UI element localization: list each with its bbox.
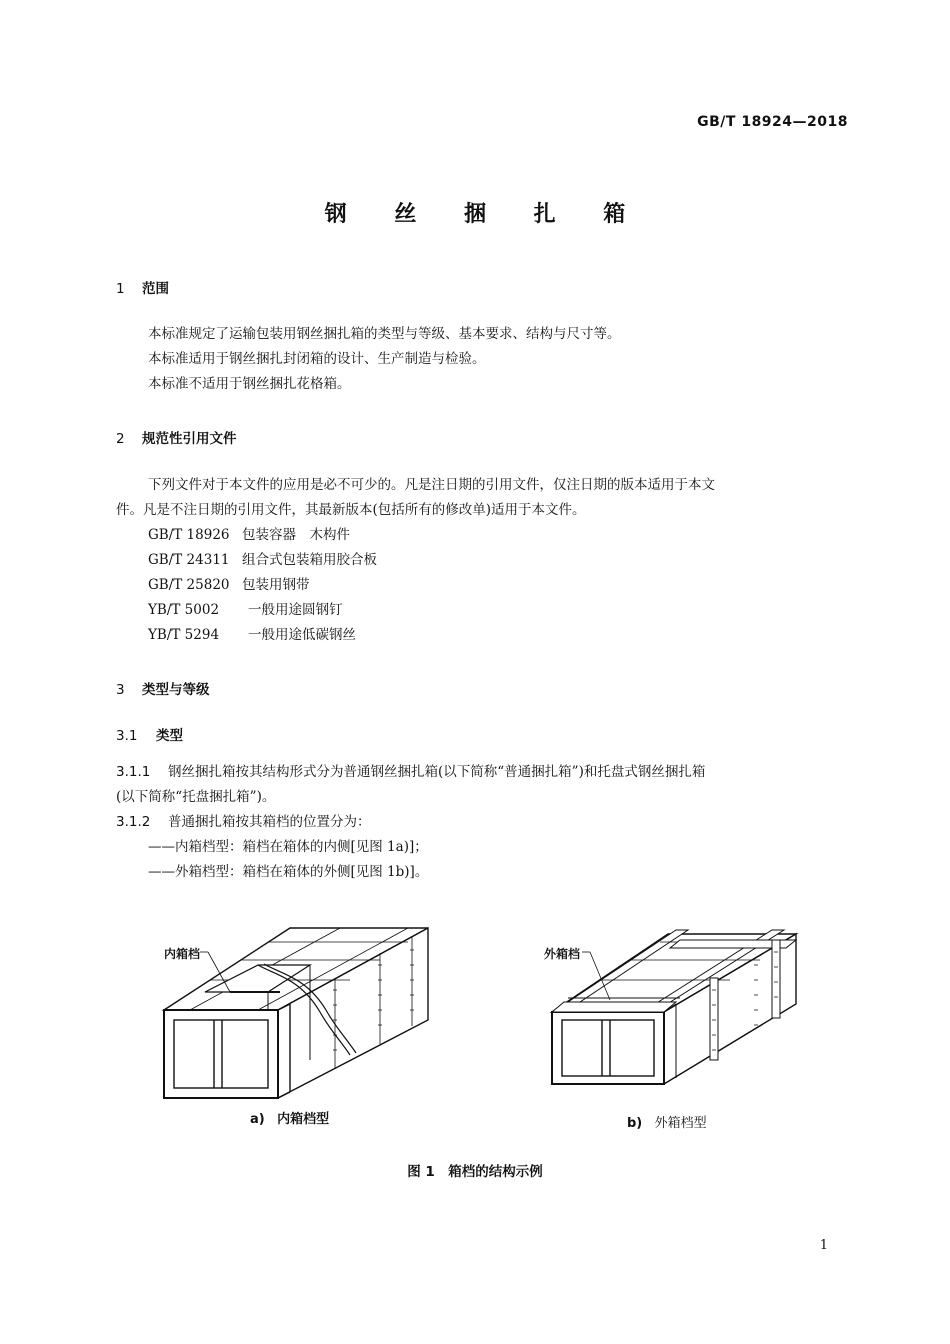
clause-3-1-2-text: 普通捆扎箱按其箱档的位置分为： [168,814,371,830]
reference-item [148,548,377,573]
clause-3-1-1-line-1 [116,760,705,785]
reference-item [148,573,310,598]
standard-code: GB/T 18924—2018 [697,114,848,130]
reference-code: YB/T 5294 [148,627,220,643]
section-3-number: 3 [116,682,125,698]
figure-b-caption [627,1112,707,1131]
clause-3-1-2-item-2: ——外箱档型：箱档在箱体的外侧[见图 1b)]。 [148,864,429,880]
reference-item [148,623,356,648]
subsection-3-1-title: 类型 [156,728,183,744]
figure-a-caption-text: 内箱档型 [277,1112,330,1127]
figure-b-outer-batten-box-drawing [540,920,810,1100]
reference-title: 一般用途低碳钢丝 [248,627,356,643]
section-3-title: 类型与等级 [142,682,210,698]
figure-a-caption-prefix: a) [250,1112,265,1127]
clause-3-1-2-item-1: ——内箱档型：箱档在箱体的内侧[见图 1a)]； [148,839,428,855]
reference-item [148,523,350,548]
figure-a-caption [250,1108,329,1127]
page-title: 钢 丝 捆 扎 箱 [324,202,646,227]
reference-code: YB/T 5002 [148,602,220,618]
clause-3-1-1-text: 钢丝捆扎箱按其结构形式分为普通钢丝捆扎箱(以下简称“普通捆扎箱”)和托盘式钢丝捆扎箱 [168,764,706,780]
clause-3-1-2-number: 3.1.2 [116,814,151,830]
section-1-number: 1 [116,281,125,297]
section-2-number: 2 [116,431,125,447]
figure-caption: 图 1 箱档的结构示例 [407,1164,543,1180]
section-2-heading [116,427,237,447]
figure-b-caption-text: 外箱档型 [654,1116,707,1131]
clause-3-1-2-line [116,810,371,835]
page-number: 1 [819,1238,828,1253]
sec2-intro-line-1: 下列文件对于本文件的应用是必不可少的。凡是注日期的引用文件，仅注日期的版本适用于本文 [148,477,715,493]
clause-3-1-1-line-2: (以下简称“托盘捆扎箱”)。 [116,789,276,805]
section-1-title: 范围 [142,281,169,297]
sec1-para-3: 本标准不适用于钢丝捆扎花格箱。 [148,376,351,392]
section-2-title: 规范性引用文件 [142,431,237,447]
figure-a-callout-label: 内箱档 [164,947,201,961]
reference-title: 包装容器 木构件 [242,527,350,543]
clause-3-1-1-number: 3.1.1 [116,764,151,780]
reference-title: 一般用途圆钢钉 [248,602,343,618]
reference-code: GB/T 24311 [148,552,230,568]
section-1-heading [116,277,169,297]
reference-code: GB/T 25820 [148,577,230,593]
subsection-3-1-heading [116,724,183,744]
figure-b-callout-label: 外箱档 [544,947,581,961]
subsection-3-1-number: 3.1 [116,728,138,744]
section-3-heading [116,678,210,698]
figure-b-caption-prefix: b) [627,1116,643,1131]
sec1-para-2: 本标准适用于钢丝捆扎封闭箱的设计、生产制造与检验。 [148,351,486,367]
reference-item [148,598,343,623]
sec1-para-1: 本标准规定了运输包装用钢丝捆扎箱的类型与等级、基本要求、结构与尺寸等。 [148,326,621,342]
sec2-intro-line-2: 件。凡是不注日期的引用文件，其最新版本(包括所有的修改单)适用于本文件。 [116,502,586,518]
reference-code: GB/T 18926 [148,527,230,543]
reference-title: 组合式包装箱用胶合板 [242,552,377,568]
reference-title: 包装用钢带 [242,577,310,593]
